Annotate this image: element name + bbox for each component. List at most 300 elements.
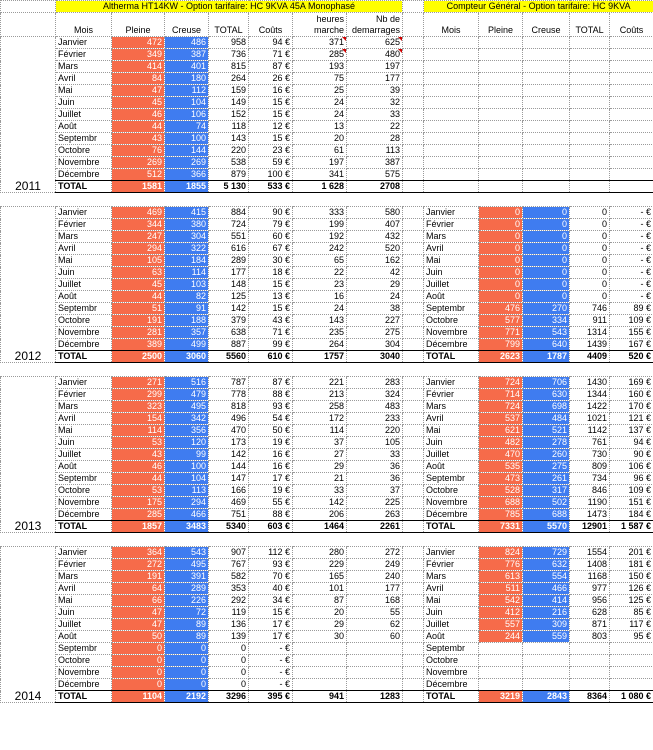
cell-creuse[interactable]: 3060 [165, 351, 209, 363]
gap-cell[interactable] [403, 73, 424, 85]
right-cell-pleine[interactable]: 3219 [479, 691, 523, 703]
cell-demarrages[interactable]: 36 [347, 473, 403, 485]
right-cell-total[interactable]: 0 [570, 291, 610, 303]
cell-heures[interactable]: 193 [293, 61, 347, 73]
cell-demarrages[interactable]: 625 [347, 37, 403, 49]
right-cell-creuse[interactable] [523, 109, 570, 121]
cell-pleine[interactable]: 44 [112, 473, 165, 485]
right-cell-couts[interactable]: 151 € [610, 497, 653, 509]
cell-total[interactable]: 5340 [209, 521, 249, 533]
right-cell-total[interactable] [570, 667, 610, 679]
cell-pleine[interactable]: 105 [112, 255, 165, 267]
right-cell-creuse[interactable] [523, 49, 570, 61]
right-cell-pleine[interactable] [479, 169, 523, 181]
gap-cell[interactable] [403, 485, 424, 497]
right-cell-couts[interactable]: 184 € [610, 509, 653, 521]
gap-cell[interactable] [403, 679, 424, 691]
cell-demarrages[interactable]: 263 [347, 509, 403, 521]
cell-couts[interactable]: 71 € [249, 327, 293, 339]
cell-creuse[interactable]: 89 [165, 619, 209, 631]
cell-couts[interactable]: 55 € [249, 497, 293, 509]
cell-heures[interactable]: 33 [293, 485, 347, 497]
right-cell-mois[interactable]: TOTAL [424, 521, 479, 533]
cell-creuse[interactable]: 322 [165, 243, 209, 255]
cell-creuse[interactable]: 1855 [165, 181, 209, 193]
cell-total[interactable]: 638 [209, 327, 249, 339]
right-cell-couts[interactable]: 109 € [610, 485, 653, 497]
cell-pleine[interactable]: 154 [112, 413, 165, 425]
cell-couts[interactable]: 71 € [249, 49, 293, 61]
right-cell-couts[interactable]: 121 € [610, 413, 653, 425]
cell-creuse[interactable]: 366 [165, 169, 209, 181]
gap-cell[interactable] [403, 521, 424, 533]
gap-cell[interactable] [403, 655, 424, 667]
cell-creuse[interactable]: 479 [165, 389, 209, 401]
cell-creuse[interactable]: 180 [165, 73, 209, 85]
right-cell-total[interactable]: 1408 [570, 559, 610, 571]
cell-mois[interactable]: Août [56, 291, 112, 303]
cell-pleine[interactable]: 46 [112, 109, 165, 121]
cell-heures[interactable]: 235 [293, 327, 347, 339]
gap-cell[interactable] [403, 219, 424, 231]
right-cell-pleine[interactable] [479, 643, 523, 655]
cell-heures[interactable]: 24 [293, 97, 347, 109]
right-cell-pleine[interactable]: 776 [479, 559, 523, 571]
right-cell-couts[interactable]: 160 € [610, 389, 653, 401]
right-cell-total[interactable] [570, 121, 610, 133]
cell-demarrages[interactable]: 1283 [347, 691, 403, 703]
header-pleine[interactable]: Pleine [112, 13, 165, 37]
gap-cell[interactable] [403, 49, 424, 61]
right-cell-pleine[interactable]: 0 [479, 279, 523, 291]
cell-couts[interactable]: 50 € [249, 425, 293, 437]
right-cell-mois[interactable]: Mars [424, 231, 479, 243]
cell-demarrages[interactable]: 283 [347, 377, 403, 389]
right-cell-couts[interactable]: 117 € [610, 619, 653, 631]
cell-couts[interactable]: 533 € [249, 181, 293, 193]
cell-creuse[interactable]: 100 [165, 133, 209, 145]
header-heures-marche[interactable]: heures marche [293, 13, 347, 37]
cell-heures[interactable]: 172 [293, 413, 347, 425]
right-cell-creuse[interactable]: 0 [523, 279, 570, 291]
right-cell-couts[interactable]: 126 € [610, 583, 653, 595]
cell-creuse[interactable]: 380 [165, 219, 209, 231]
cell-creuse[interactable]: 100 [165, 461, 209, 473]
right-cell-mois[interactable]: Décembre [424, 339, 479, 351]
cell-demarrages[interactable]: 60 [347, 631, 403, 643]
cell-pleine[interactable]: 66 [112, 595, 165, 607]
right-cell-total[interactable] [570, 169, 610, 181]
right-cell-mois[interactable]: Octobre [424, 315, 479, 327]
cell-heures[interactable]: 213 [293, 389, 347, 401]
gap-cell[interactable] [403, 509, 424, 521]
cell-total[interactable]: 778 [209, 389, 249, 401]
cell-demarrages[interactable]: 580 [347, 207, 403, 219]
cell-mois[interactable]: Septembr [56, 643, 112, 655]
cell-heures[interactable]: 27 [293, 449, 347, 461]
gap-cell[interactable] [403, 243, 424, 255]
cell-heures[interactable]: 23 [293, 279, 347, 291]
cell-couts[interactable]: 17 € [249, 631, 293, 643]
cell-demarrages[interactable]: 62 [347, 619, 403, 631]
cell-creuse[interactable]: 391 [165, 571, 209, 583]
cell-heures[interactable] [293, 667, 347, 679]
right-cell-total[interactable]: 0 [570, 231, 610, 243]
header-nb-demarrages[interactable]: Nb de demarrages [347, 13, 403, 37]
right-cell-couts[interactable]: 137 € [610, 425, 653, 437]
cell-mois[interactable]: Décembre [56, 679, 112, 691]
cell-couts[interactable]: 30 € [249, 255, 293, 267]
header-couts[interactable]: Coûts [249, 13, 293, 37]
cell-creuse[interactable]: 387 [165, 49, 209, 61]
right-cell-pleine[interactable]: 724 [479, 377, 523, 389]
right-cell-pleine[interactable]: 621 [479, 425, 523, 437]
right-cell-mois[interactable]: TOTAL [424, 351, 479, 363]
cell-pleine[interactable]: 269 [112, 157, 165, 169]
cell-demarrages[interactable] [347, 655, 403, 667]
right-cell-creuse[interactable]: 729 [523, 547, 570, 559]
cell-mois[interactable]: TOTAL [56, 691, 112, 703]
right-cell-total[interactable]: 734 [570, 473, 610, 485]
cell-demarrages[interactable]: 575 [347, 169, 403, 181]
cell-couts[interactable]: 15 € [249, 109, 293, 121]
right-cell-pleine[interactable]: 7331 [479, 521, 523, 533]
right-cell-total[interactable] [570, 679, 610, 691]
cell-demarrages[interactable]: 240 [347, 571, 403, 583]
cell-total[interactable]: 879 [209, 169, 249, 181]
right-cell-couts[interactable]: 85 € [610, 607, 653, 619]
cell-pleine[interactable]: 84 [112, 73, 165, 85]
cell-total[interactable]: 470 [209, 425, 249, 437]
right-cell-pleine[interactable]: 0 [479, 267, 523, 279]
gap-cell[interactable] [403, 181, 424, 193]
cell-mois[interactable]: Février [56, 219, 112, 231]
gap-cell[interactable] [403, 667, 424, 679]
right-cell-total[interactable] [570, 157, 610, 169]
right-cell-mois[interactable] [424, 181, 479, 193]
cell-heures[interactable]: 280 [293, 547, 347, 559]
right-cell-couts[interactable]: 150 € [610, 571, 653, 583]
cell-demarrages[interactable]: 33 [347, 109, 403, 121]
right-cell-mois[interactable] [424, 133, 479, 145]
left-table-title[interactable]: Altherma HT14KW - Option tarifaire: HC 9KVA 45A Monophasé [56, 1, 403, 13]
right-cell-pleine[interactable] [479, 97, 523, 109]
right-cell-pleine[interactable] [479, 85, 523, 97]
right-cell-mois[interactable]: Octobre [424, 485, 479, 497]
cell-heures[interactable]: 114 [293, 425, 347, 437]
cell-total[interactable]: 3296 [209, 691, 249, 703]
right-cell-pleine[interactable]: 0 [479, 243, 523, 255]
right-cell-creuse[interactable]: 0 [523, 207, 570, 219]
cell-demarrages[interactable]: 324 [347, 389, 403, 401]
cell-mois[interactable]: Juin [56, 267, 112, 279]
cell-demarrages[interactable]: 42 [347, 267, 403, 279]
gap-cell[interactable] [403, 425, 424, 437]
right-cell-creuse[interactable]: 278 [523, 437, 570, 449]
right-cell-creuse[interactable]: 275 [523, 461, 570, 473]
right-cell-mois[interactable] [424, 145, 479, 157]
cell-total[interactable]: 143 [209, 133, 249, 145]
cell-heures[interactable]: 13 [293, 121, 347, 133]
cell-creuse[interactable]: 0 [165, 679, 209, 691]
right-cell-creuse[interactable]: 521 [523, 425, 570, 437]
right-cell-mois[interactable]: Mai [424, 425, 479, 437]
cell-couts[interactable]: 54 € [249, 413, 293, 425]
cell-total[interactable]: 264 [209, 73, 249, 85]
gap-cell[interactable] [403, 121, 424, 133]
right-cell-pleine[interactable]: 528 [479, 485, 523, 497]
right-cell-total[interactable]: 1021 [570, 413, 610, 425]
cell-total[interactable]: 958 [209, 37, 249, 49]
header-total[interactable]: TOTAL [209, 13, 249, 37]
right-cell-couts[interactable] [610, 97, 653, 109]
cell-demarrages[interactable]: 33 [347, 449, 403, 461]
cell-total[interactable]: 767 [209, 559, 249, 571]
gap-cell[interactable] [403, 583, 424, 595]
right-cell-mois[interactable]: Janvier [424, 207, 479, 219]
right-cell-mois[interactable]: Juin [424, 607, 479, 619]
cell-demarrages[interactable] [347, 667, 403, 679]
cell-total[interactable]: 5 130 [209, 181, 249, 193]
right-cell-pleine[interactable]: 0 [479, 231, 523, 243]
cell-creuse[interactable]: 294 [165, 497, 209, 509]
right-cell-creuse[interactable]: 502 [523, 497, 570, 509]
right-cell-total[interactable]: 1473 [570, 509, 610, 521]
cell-total[interactable]: 724 [209, 219, 249, 231]
cell-mois[interactable]: Février [56, 389, 112, 401]
cell-couts[interactable]: 16 € [249, 449, 293, 461]
cell-heures[interactable]: 30 [293, 631, 347, 643]
cell-heures[interactable]: 29 [293, 461, 347, 473]
right-cell-total[interactable] [570, 181, 610, 193]
right-cell-creuse[interactable]: 334 [523, 315, 570, 327]
gap-cell[interactable] [403, 291, 424, 303]
cell-heures[interactable]: 264 [293, 339, 347, 351]
gap-cell[interactable] [403, 691, 424, 703]
right-cell-mois[interactable] [424, 169, 479, 181]
cell-demarrages[interactable]: 233 [347, 413, 403, 425]
cell-pleine[interactable]: 247 [112, 231, 165, 243]
cell-pleine[interactable]: 43 [112, 449, 165, 461]
cell-couts[interactable]: 15 € [249, 607, 293, 619]
cell-heures[interactable] [293, 643, 347, 655]
cell-heures[interactable] [293, 655, 347, 667]
cell-pleine[interactable]: 281 [112, 327, 165, 339]
cell-total[interactable]: 907 [209, 547, 249, 559]
cell-demarrages[interactable]: 2708 [347, 181, 403, 193]
cell-heures[interactable]: 20 [293, 607, 347, 619]
cell-pleine[interactable]: 271 [112, 377, 165, 389]
right-cell-mois[interactable] [424, 73, 479, 85]
cell-pleine[interactable]: 512 [112, 169, 165, 181]
cell-creuse[interactable]: 184 [165, 255, 209, 267]
gap-cell[interactable] [403, 389, 424, 401]
right-cell-mois[interactable]: Juillet [424, 279, 479, 291]
cell-total[interactable]: 142 [209, 303, 249, 315]
gap-cell[interactable] [403, 437, 424, 449]
right-cell-pleine[interactable]: 0 [479, 255, 523, 267]
cell-total[interactable]: 469 [209, 497, 249, 509]
cell-mois[interactable]: Janvier [56, 37, 112, 49]
cell-heures[interactable]: 285 [293, 49, 347, 61]
right-cell-mois[interactable]: Mars [424, 571, 479, 583]
cell-total[interactable]: 751 [209, 509, 249, 521]
cell-creuse[interactable]: 106 [165, 109, 209, 121]
right-cell-total[interactable]: 803 [570, 631, 610, 643]
cell-couts[interactable]: 93 € [249, 401, 293, 413]
right-cell-mois[interactable]: Février [424, 219, 479, 231]
cell-pleine[interactable]: 349 [112, 49, 165, 61]
right-cell-couts[interactable] [610, 169, 653, 181]
cell-pleine[interactable]: 44 [112, 291, 165, 303]
right-cell-mois[interactable]: Décembre [424, 509, 479, 521]
right-cell-couts[interactable]: - € [610, 267, 653, 279]
cell-demarrages[interactable]: 37 [347, 485, 403, 497]
cell-mois[interactable]: Octobre [56, 655, 112, 667]
year-label[interactable]: 2014 [1, 547, 56, 703]
cell-total[interactable]: 159 [209, 85, 249, 97]
cell-creuse[interactable]: 226 [165, 595, 209, 607]
cell-creuse[interactable]: 74 [165, 121, 209, 133]
right-cell-couts[interactable] [610, 145, 653, 157]
right-cell-total[interactable]: 956 [570, 595, 610, 607]
cell-couts[interactable]: 15 € [249, 303, 293, 315]
right-cell-couts[interactable] [610, 73, 653, 85]
cell-heures[interactable]: 221 [293, 377, 347, 389]
right-cell-mois[interactable]: Juillet [424, 619, 479, 631]
right-cell-couts[interactable] [610, 61, 653, 73]
right-cell-pleine[interactable] [479, 181, 523, 193]
right-cell-creuse[interactable] [523, 157, 570, 169]
cell-creuse[interactable]: 466 [165, 509, 209, 521]
right-cell-total[interactable]: 0 [570, 279, 610, 291]
cell-demarrages[interactable]: 28 [347, 133, 403, 145]
cell-creuse[interactable]: 289 [165, 583, 209, 595]
cell-demarrages[interactable]: 29 [347, 279, 403, 291]
right-cell-mois[interactable] [424, 157, 479, 169]
cell-creuse[interactable]: 516 [165, 377, 209, 389]
cell-creuse[interactable]: 91 [165, 303, 209, 315]
right-cell-pleine[interactable]: 0 [479, 219, 523, 231]
cell-heures[interactable]: 941 [293, 691, 347, 703]
cell-couts[interactable]: 19 € [249, 437, 293, 449]
right-cell-total[interactable] [570, 145, 610, 157]
right-header-pleine[interactable]: Pleine [479, 13, 523, 37]
right-cell-pleine[interactable] [479, 37, 523, 49]
cell-mois[interactable]: Février [56, 559, 112, 571]
right-cell-total[interactable]: 1142 [570, 425, 610, 437]
cell-couts[interactable]: 34 € [249, 595, 293, 607]
cell-pleine[interactable]: 299 [112, 389, 165, 401]
cell-couts[interactable]: 26 € [249, 73, 293, 85]
cell-couts[interactable]: 99 € [249, 339, 293, 351]
right-cell-mois[interactable]: Février [424, 389, 479, 401]
cell-creuse[interactable]: 486 [165, 37, 209, 49]
cell-heures[interactable]: 29 [293, 619, 347, 631]
cell-couts[interactable]: 23 € [249, 145, 293, 157]
cell-couts[interactable]: 59 € [249, 157, 293, 169]
right-cell-pleine[interactable] [479, 145, 523, 157]
cell-demarrages[interactable]: 162 [347, 255, 403, 267]
gap-cell[interactable] [403, 85, 424, 97]
cell-mois[interactable]: Avril [56, 413, 112, 425]
cell-heures[interactable]: 24 [293, 303, 347, 315]
cell-creuse[interactable]: 304 [165, 231, 209, 243]
right-cell-total[interactable]: 871 [570, 619, 610, 631]
right-cell-creuse[interactable]: 0 [523, 291, 570, 303]
right-cell-mois[interactable]: Février [424, 559, 479, 571]
cell-demarrages[interactable]: 387 [347, 157, 403, 169]
cell-demarrages[interactable]: 113 [347, 145, 403, 157]
right-cell-total[interactable] [570, 97, 610, 109]
right-cell-couts[interactable] [610, 49, 653, 61]
cell-creuse[interactable]: 99 [165, 449, 209, 461]
cell-pleine[interactable]: 45 [112, 97, 165, 109]
cell-creuse[interactable]: 499 [165, 339, 209, 351]
cell-pleine[interactable]: 45 [112, 279, 165, 291]
gap-cell[interactable] [403, 133, 424, 145]
cell-pleine[interactable]: 114 [112, 425, 165, 437]
cell-heures[interactable]: 61 [293, 145, 347, 157]
right-cell-total[interactable]: 1344 [570, 389, 610, 401]
right-cell-total[interactable]: 761 [570, 437, 610, 449]
cell-creuse[interactable]: 82 [165, 291, 209, 303]
cell-couts[interactable]: 87 € [249, 377, 293, 389]
cell-total[interactable]: 496 [209, 413, 249, 425]
cell-pleine[interactable]: 47 [112, 607, 165, 619]
cell-creuse[interactable]: 356 [165, 425, 209, 437]
cell-pleine[interactable]: 344 [112, 219, 165, 231]
cell-couts[interactable]: 16 € [249, 85, 293, 97]
year-label[interactable]: 2012 [1, 207, 56, 363]
gap-cell[interactable] [403, 377, 424, 389]
right-cell-pleine[interactable]: 577 [479, 315, 523, 327]
right-cell-creuse[interactable]: 559 [523, 631, 570, 643]
right-cell-pleine[interactable]: 688 [479, 497, 523, 509]
right-cell-creuse[interactable]: 706 [523, 377, 570, 389]
right-cell-creuse[interactable]: 630 [523, 389, 570, 401]
right-table-title[interactable]: Compteur Général - Option tarifaire: HC 9KVA [424, 1, 653, 13]
cell-creuse[interactable]: 72 [165, 607, 209, 619]
cell-mois[interactable]: Novembre [56, 667, 112, 679]
right-cell-mois[interactable]: Octobre [424, 655, 479, 667]
gap-cell[interactable] [403, 109, 424, 121]
cell-mois[interactable]: Mars [56, 231, 112, 243]
gap-cell[interactable] [403, 157, 424, 169]
right-cell-couts[interactable]: 155 € [610, 327, 653, 339]
right-cell-creuse[interactable]: 0 [523, 267, 570, 279]
right-cell-couts[interactable]: - € [610, 243, 653, 255]
right-cell-mois[interactable] [424, 61, 479, 73]
cell-couts[interactable]: 603 € [249, 521, 293, 533]
cell-mois[interactable]: Août [56, 121, 112, 133]
right-cell-total[interactable]: 1422 [570, 401, 610, 413]
cell-mois[interactable]: Novembre [56, 157, 112, 169]
right-cell-couts[interactable]: - € [610, 219, 653, 231]
right-cell-mois[interactable] [424, 109, 479, 121]
cell-mois[interactable]: Juillet [56, 109, 112, 121]
right-cell-creuse[interactable] [523, 679, 570, 691]
year-header-cell[interactable] [1, 13, 56, 37]
cell-demarrages[interactable]: 432 [347, 231, 403, 243]
gap-cell[interactable] [403, 315, 424, 327]
corner-cell[interactable] [1, 1, 56, 13]
cell-mois[interactable]: TOTAL [56, 181, 112, 193]
cell-heures[interactable]: 101 [293, 583, 347, 595]
year-label[interactable]: 2013 [1, 377, 56, 533]
cell-creuse[interactable]: 2192 [165, 691, 209, 703]
gap-cell[interactable] [403, 559, 424, 571]
